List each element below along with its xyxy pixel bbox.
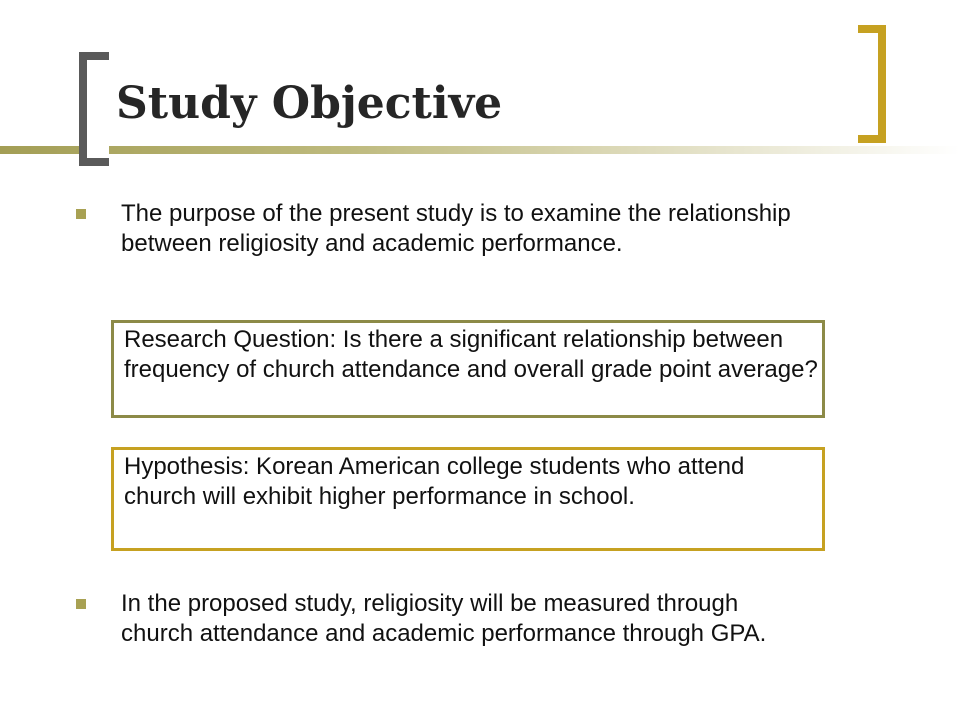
right-bracket-decoration — [858, 25, 886, 143]
square-bullet-icon — [76, 599, 86, 609]
bullet-text-purpose: The purpose of the present study is to examine the relationship between religiosity and academic performance. — [121, 200, 791, 257]
research-question-text: Research Question: Is there a significant relationship between frequency of church attendance and overall grade point average? — [124, 326, 818, 383]
slide-title: Study Objective — [116, 78, 503, 129]
header-divider-rule — [0, 146, 960, 154]
bullet-item-measurement — [76, 589, 806, 649]
square-bullet-icon — [76, 209, 86, 219]
hypothesis-box — [111, 447, 825, 551]
bullet-text-measurement: In the proposed study, religiosity will be measured through church attendance and academic performance through GPA. — [121, 590, 767, 647]
research-question-box — [111, 320, 825, 418]
hypothesis-text: Hypothesis: Korean American college students who attend church will exhibit higher performance in school. — [124, 453, 745, 510]
left-bracket-decoration — [79, 52, 109, 166]
bullet-item-purpose — [76, 199, 806, 259]
